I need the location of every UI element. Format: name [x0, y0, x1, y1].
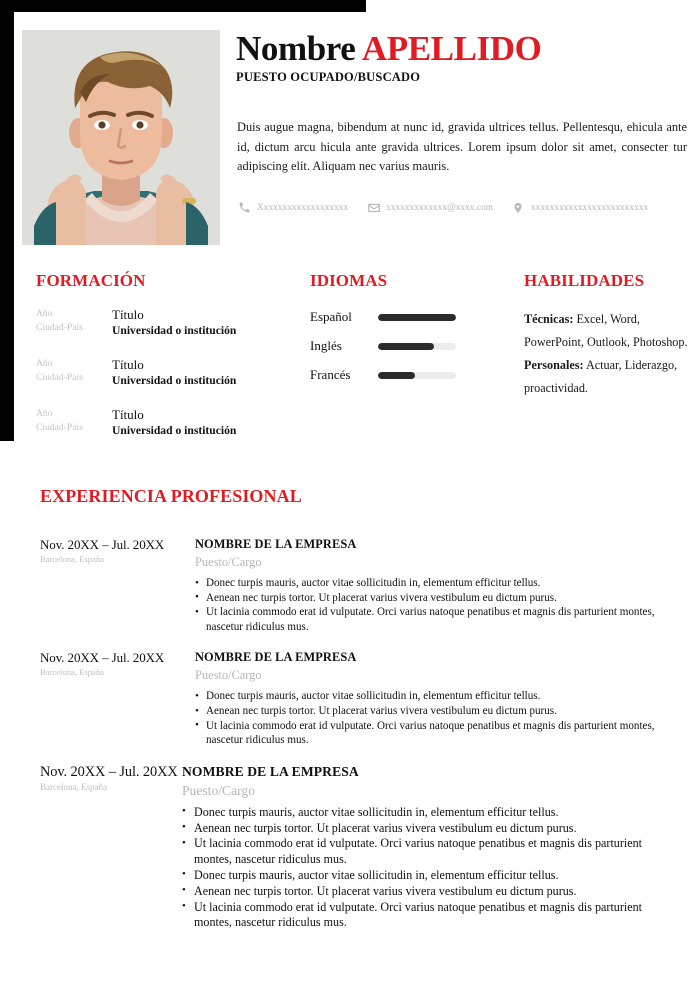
- experience-bullet: • Ut lacinia commodo erat id vulputate. Orci varius natoque penatibus et magnis dis parturient montes, nascetur ridiculus mus.: [182, 900, 662, 931]
- contact-location-value: xxxxxxxxxxxxxxxxxxxxxxxxx: [530, 202, 649, 213]
- education-detail: [112, 307, 286, 339]
- education-entry: [36, 407, 286, 439]
- experiencia-heading: EXPERIENCIA PROFESIONAL: [40, 486, 302, 506]
- last-name: APELLIDO: [361, 29, 542, 68]
- decorative-black-top-band: [0, 0, 366, 12]
- contact-email-value: xxxxxxxxxxxxx@xxxx.com: [386, 202, 493, 213]
- full-name: [236, 29, 684, 69]
- experience-bullets: [182, 805, 662, 931]
- experience-detail: [195, 650, 662, 747]
- experience-role: Puesto/Cargo: [195, 668, 262, 683]
- skills-technical-value: Excel, Word, PowerPoint, Outlook, Photoshop.: [524, 312, 688, 349]
- experience-detail: [182, 764, 662, 931]
- experience-meta: [40, 764, 190, 931]
- contact-phone[interactable]: [237, 200, 348, 215]
- experience-company: NOMBRE DE LA EMPRESA: [182, 763, 359, 779]
- experience-company: NOMBRE DE LA EMPRESA: [195, 537, 357, 551]
- skills-body: [524, 308, 690, 400]
- idiomas-heading: IDIOMAS: [310, 271, 388, 290]
- education-school: Universidad o institución: [112, 424, 237, 437]
- experience-bullet: • Ut lacinia commodo erat id vulputate. Orci varius natoque penatibus et magnis dis parturient montes, nascetur ridiculus mus.: [195, 605, 662, 633]
- experience-meta: [40, 650, 195, 747]
- education-meta: [36, 357, 112, 389]
- first-name: Nombre: [236, 29, 356, 68]
- education-entry: [36, 307, 286, 339]
- education-year: Año: [36, 358, 53, 369]
- experience-place: Barcelona, España: [40, 554, 104, 564]
- experience-bullet: • Ut lacinia commodo erat id vulputate. Orci varius natoque penatibus et magnis dis parturient montes, nascetur ridiculus mus.: [195, 719, 662, 747]
- experience-company: NOMBRE DE LA EMPRESA: [195, 650, 357, 665]
- contact-email[interactable]: [366, 200, 493, 215]
- decorative-black-left-band: [0, 0, 14, 441]
- education-year: Año: [36, 308, 53, 319]
- experience-role: Puesto/Cargo: [195, 555, 262, 569]
- experience-bullet: • Donec turpis mauris, auctor vitae sollicitudin in, elementum efficitur tellus.: [182, 805, 662, 820]
- education-detail: [112, 357, 286, 389]
- identity-block: [236, 29, 684, 85]
- experience-dates: Nov. 20XX – Jul. 20XX: [40, 650, 165, 666]
- education-detail: [112, 407, 286, 439]
- education-degree: Título: [112, 357, 144, 372]
- job-title: PUESTO OCUPADO/BUSCADO: [236, 70, 421, 84]
- language-name: Inglés: [310, 338, 342, 353]
- experience-bullet: • Aenean nec turpis tortor. Ut placerat varius vivera vestibulum eu dictum purus.: [195, 591, 662, 605]
- education-entry: [36, 357, 286, 389]
- skills-personal-label: Personales:: [524, 358, 584, 372]
- map-pin-icon: [511, 200, 526, 215]
- experience-bullets: [195, 576, 662, 634]
- language-level-fill: [378, 372, 415, 379]
- phone-icon: [237, 200, 252, 215]
- language-row: [310, 367, 500, 383]
- experience-meta: [40, 537, 195, 634]
- education-year: Año: [36, 408, 53, 419]
- education-degree: Título: [112, 307, 144, 322]
- experience-bullet: • Donec turpis mauris, auctor vitae sollicitudin in, elementum efficitur tellus.: [195, 576, 662, 590]
- section-formacion: [36, 271, 286, 457]
- education-place: Ciudad-País: [36, 322, 83, 333]
- experience-place: Barcelona, España: [40, 667, 104, 678]
- experience-dates: Nov. 20XX – Jul. 20XX: [40, 763, 178, 780]
- envelope-icon: [366, 200, 381, 215]
- education-school: Universidad o institución: [112, 324, 237, 337]
- education-meta: [36, 307, 112, 339]
- section-idiomas: [310, 271, 500, 396]
- habilidades-heading: HABILIDADES: [524, 271, 645, 290]
- section-experiencia: [40, 486, 662, 947]
- experience-entry: [40, 764, 662, 931]
- education-degree: Título: [112, 407, 144, 422]
- experience-bullets: [195, 689, 662, 747]
- language-row: [310, 309, 500, 325]
- experience-detail: [195, 537, 662, 634]
- contact-phone-value: Xxxxxxxxxxxxxxxxxxx: [257, 202, 349, 213]
- contact-location[interactable]: [511, 200, 648, 215]
- experience-bullet: • Donec turpis mauris, auctor vitae sollicitudin in, elementum efficitur tellus.: [195, 689, 662, 703]
- experience-dates: Nov. 20XX – Jul. 20XX: [40, 537, 165, 552]
- language-level-fill: [378, 343, 434, 350]
- language-name: Español: [310, 309, 352, 324]
- experience-role: Puesto/Cargo: [182, 782, 256, 798]
- contact-bar: [237, 200, 689, 215]
- experience-bullet: • Donec turpis mauris, auctor vitae sollicitudin in, elementum efficitur tellus.: [182, 868, 662, 883]
- language-row: [310, 338, 500, 354]
- education-place: Ciudad-País: [36, 422, 83, 433]
- experience-place: Barcelona, España: [40, 781, 107, 792]
- education-school: Universidad o institución: [112, 374, 237, 387]
- experience-entry: [40, 537, 662, 634]
- experience-bullet: • Aenean nec turpis tortor. Ut placerat varius vivera vestibulum eu dictum purus.: [195, 704, 662, 718]
- language-level-track: [378, 343, 456, 350]
- skills-technical-label: Técnicas:: [524, 312, 574, 326]
- experience-bullet: • Ut lacinia commodo erat id vulputate. Orci varius natoque penatibus et magnis dis parturient montes, nascetur ridiculus mus.: [182, 836, 662, 867]
- language-level-track: [378, 372, 456, 379]
- education-place: Ciudad-País: [36, 372, 83, 383]
- language-level-fill: [378, 314, 456, 321]
- skills-personal-value: Actuar, Liderazgo, proactividad.: [524, 358, 678, 395]
- profile-summary: Duis augue magna, bibendum at nunc id, gravida ultrices tellus. Pellentesqu, ehicula ante id, dictum arcu hicula ante gravida ultrices. Lorem ipsum dolor sit amet, consecter tur adipiscing elit. Aliquam nec varius mauris.: [237, 120, 687, 173]
- experience-entry: [40, 650, 662, 747]
- experience-bullet: • Aenean nec turpis tortor. Ut placerat varius vivera vestibulum eu dictum purus.: [182, 821, 662, 836]
- section-habilidades: [524, 271, 690, 400]
- profile-photo: [22, 30, 220, 245]
- language-name: Francés: [310, 367, 351, 382]
- formacion-heading: FORMACIÓN: [36, 271, 146, 290]
- language-level-track: [378, 314, 456, 321]
- education-meta: [36, 407, 112, 439]
- experience-bullet: • Aenean nec turpis tortor. Ut placerat varius vivera vestibulum eu dictum purus.: [182, 884, 662, 899]
